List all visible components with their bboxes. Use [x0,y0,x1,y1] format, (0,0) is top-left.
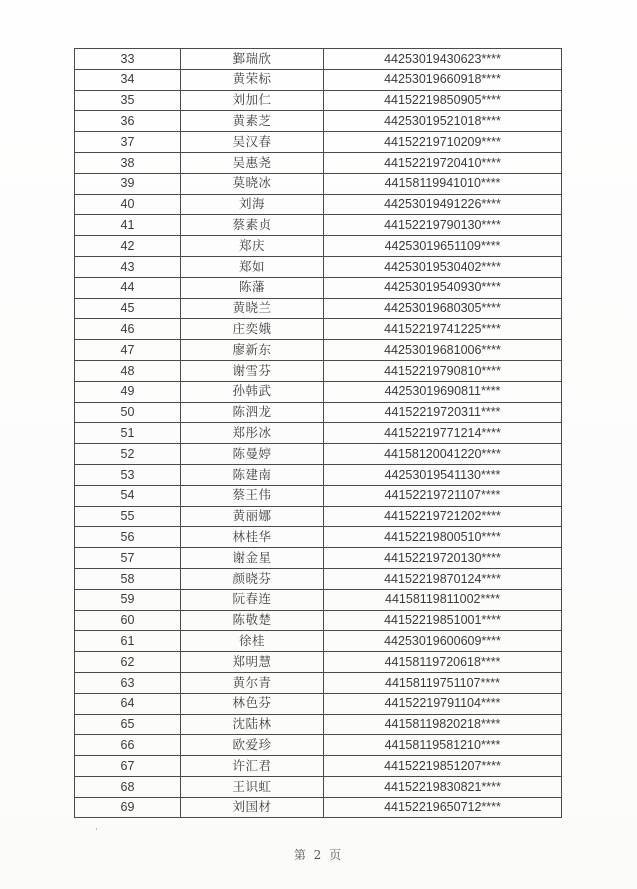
row-number-cell: 39 [75,173,181,194]
name-cell: 陈泗龙 [181,402,324,423]
name-cell: 刘国材 [181,797,324,818]
table-row [75,173,562,194]
table-row [75,672,562,693]
row-number-cell: 52 [75,444,181,465]
id-number-cell: 44158119820218**** [324,714,562,735]
id-number-cell: 44253019530402**** [324,256,562,277]
row-number-cell: 56 [75,527,181,548]
row-number-cell: 37 [75,132,181,153]
table-row [75,423,562,444]
name-cell: 颜晓芬 [181,568,324,589]
name-cell: 鄞瑞欣 [181,49,324,70]
id-number-cell: 44152219790810**** [324,360,562,381]
table-row [75,568,562,589]
name-cell: 刘加仁 [181,90,324,111]
id-number-cell: 44152219830821**** [324,776,562,797]
table-row [75,49,562,70]
name-cell: 阮春连 [181,589,324,610]
row-number-cell: 55 [75,506,181,527]
row-number-cell: 53 [75,464,181,485]
table-row [75,444,562,465]
id-number-cell: 44152219741225**** [324,319,562,340]
row-number-cell: 47 [75,340,181,361]
row-number-cell: 69 [75,797,181,818]
row-number-cell: 40 [75,194,181,215]
name-cell: 廖新东 [181,340,324,361]
id-number-cell: 44253019540930**** [324,277,562,298]
table-row [75,693,562,714]
id-number-cell: 44253019600609**** [324,631,562,652]
table-row [75,298,562,319]
table-row [75,631,562,652]
id-number-cell: 44158120041220**** [324,444,562,465]
row-number-cell: 68 [75,776,181,797]
name-cell: 黄荣标 [181,69,324,90]
table-row [75,735,562,756]
id-number-cell: 44152219650712**** [324,797,562,818]
table-row [75,69,562,90]
row-number-cell: 50 [75,402,181,423]
table-row [75,90,562,111]
id-number-cell: 44253019681006**** [324,340,562,361]
id-number-cell: 44152219800510**** [324,527,562,548]
name-cell: 黄素芝 [181,111,324,132]
id-number-cell: 44253019690811**** [324,381,562,402]
table-row [75,152,562,173]
name-cell: 王识虹 [181,776,324,797]
id-number-cell: 44152219870124**** [324,568,562,589]
table-row [75,776,562,797]
name-cell: 郑如 [181,256,324,277]
name-cell: 陈藩 [181,277,324,298]
id-number-cell: 44158119581210**** [324,735,562,756]
id-number-cell: 44158119720618**** [324,652,562,673]
name-cell: 吴汉春 [181,132,324,153]
table-row [75,610,562,631]
row-number-cell: 61 [75,631,181,652]
name-cell: 林色芬 [181,693,324,714]
table-row [75,589,562,610]
id-number-cell: 44253019660918**** [324,69,562,90]
id-number-cell: 44152219710209**** [324,132,562,153]
name-cell: 沈陆林 [181,714,324,735]
row-number-cell: 65 [75,714,181,735]
table-row [75,485,562,506]
table-row [75,132,562,153]
row-number-cell: 59 [75,589,181,610]
row-number-cell: 54 [75,485,181,506]
name-cell: 黄晓兰 [181,298,324,319]
table-row [75,360,562,381]
row-number-cell: 62 [75,652,181,673]
page-number: 第 2 页 [293,848,344,862]
id-number-cell: 44253019491226**** [324,194,562,215]
id-number-cell: 44158119811002**** [324,589,562,610]
row-number-cell: 43 [75,256,181,277]
scan-speck [96,828,97,830]
roster-table [74,48,562,818]
name-cell: 庄奕娥 [181,319,324,340]
row-number-cell: 35 [75,90,181,111]
id-number-cell: 44253019430623**** [324,49,562,70]
table-row [75,215,562,236]
row-number-cell: 63 [75,672,181,693]
table-row [75,714,562,735]
row-number-cell: 42 [75,236,181,257]
name-cell: 林桂华 [181,527,324,548]
name-cell: 莫晓冰 [181,173,324,194]
id-number-cell: 44152219771214**** [324,423,562,444]
id-number-cell: 44152219721107**** [324,485,562,506]
name-cell: 吴惠尧 [181,152,324,173]
row-number-cell: 60 [75,610,181,631]
table-row [75,236,562,257]
row-number-cell: 45 [75,298,181,319]
id-number-cell: 44152219850905**** [324,90,562,111]
id-number-cell: 44253019541130**** [324,464,562,485]
table-row [75,756,562,777]
name-cell: 徐桂 [181,631,324,652]
table-row [75,797,562,818]
table-row [75,527,562,548]
id-number-cell: 44152219720130**** [324,548,562,569]
id-number-cell: 44152219851207**** [324,756,562,777]
table-row [75,277,562,298]
name-cell: 陈敬楚 [181,610,324,631]
name-cell: 蔡素贞 [181,215,324,236]
name-cell: 郑彤冰 [181,423,324,444]
row-number-cell: 41 [75,215,181,236]
name-cell: 黄丽娜 [181,506,324,527]
row-number-cell: 67 [75,756,181,777]
row-number-cell: 44 [75,277,181,298]
name-cell: 刘海 [181,194,324,215]
table-row [75,340,562,361]
id-number-cell: 44152219851001**** [324,610,562,631]
id-number-cell: 44253019521018**** [324,111,562,132]
row-number-cell: 46 [75,319,181,340]
name-cell: 郑明慧 [181,652,324,673]
name-cell: 谢雪芬 [181,360,324,381]
table-row [75,548,562,569]
table-row [75,402,562,423]
table-row [75,319,562,340]
id-number-cell: 44158119751107**** [324,672,562,693]
row-number-cell: 49 [75,381,181,402]
row-number-cell: 51 [75,423,181,444]
row-number-cell: 36 [75,111,181,132]
row-number-cell: 48 [75,360,181,381]
id-number-cell: 44152219720410**** [324,152,562,173]
row-number-cell: 38 [75,152,181,173]
id-number-cell: 44152219721202**** [324,506,562,527]
table-row [75,464,562,485]
table-row [75,652,562,673]
row-number-cell: 33 [75,49,181,70]
name-cell: 许汇君 [181,756,324,777]
row-number-cell: 34 [75,69,181,90]
name-cell: 蔡王伟 [181,485,324,506]
row-number-cell: 57 [75,548,181,569]
table-row [75,506,562,527]
name-cell: 陈曼婷 [181,444,324,465]
table-row [75,256,562,277]
table-row [75,381,562,402]
row-number-cell: 58 [75,568,181,589]
name-cell: 郑庆 [181,236,324,257]
name-cell: 陈建南 [181,464,324,485]
name-cell: 欧爱珍 [181,735,324,756]
name-cell: 谢金星 [181,548,324,569]
row-number-cell: 66 [75,735,181,756]
row-number-cell: 64 [75,693,181,714]
name-cell: 黄尔青 [181,672,324,693]
id-number-cell: 44158119941010**** [324,173,562,194]
table-row [75,111,562,132]
roster-table-body [75,49,562,818]
id-number-cell: 44253019680305**** [324,298,562,319]
id-number-cell: 44253019651109**** [324,236,562,257]
id-number-cell: 44152219790130**** [324,215,562,236]
id-number-cell: 44152219720311**** [324,402,562,423]
id-number-cell: 44152219791104**** [324,693,562,714]
name-cell: 孙韩武 [181,381,324,402]
table-row [75,194,562,215]
